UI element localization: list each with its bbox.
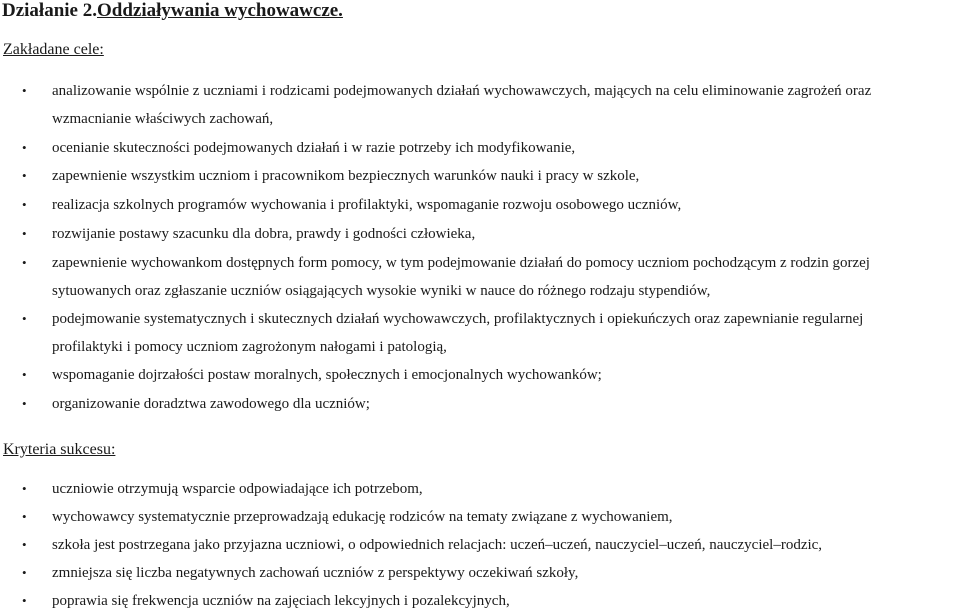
heading-prefix: Działanie 2. <box>2 0 97 21</box>
list-item-text: zapewnienie wychowankom dostępnych form pomocy, w tym podejmowanie działań do pomocy uczniom pochodzącym z rodzin gorzej <box>52 255 870 271</box>
list-item-text: podejmowanie systematycznych i skutecznych działań wychowawczych, profilaktycznych i opiekuńczych oraz zapewnianie regularnej <box>52 311 864 327</box>
bullet-icon: • <box>22 509 27 524</box>
bullet-icon: • <box>22 593 27 608</box>
heading-title: Oddziaływania wychowawcze. <box>97 0 343 21</box>
bullet-icon: • <box>22 481 27 496</box>
list-item-text: szkoła jest postrzegana jako przyjazna uczniowi, o odpowiednich relacjach: uczeń–uczeń, nauczyciel–uczeń, nauczyciel–rodzic, <box>52 537 823 553</box>
bullet-icon: • <box>22 226 27 241</box>
list-item-text: organizowanie doradztwa zawodowego dla uczniów; <box>52 396 370 412</box>
list-item-text: zapewnienie wszystkim uczniom i pracownikom bezpiecznych warunków nauki i pracy w szkole, <box>52 168 640 184</box>
bullet-icon: • <box>22 140 27 155</box>
bullet-icon: • <box>22 311 27 326</box>
list-item-text: wspomaganie dojrzałości postaw moralnych, społecznych i emocjonalnych wychowanków; <box>52 367 602 383</box>
list-item-text-continued: wzmacnianie właściwych zachowań, <box>52 111 274 127</box>
list-item-text: poprawia się frekwencja uczniów na zajęciach lekcyjnych i pozalekcyjnych, <box>52 593 510 609</box>
bullet-icon: • <box>22 168 27 183</box>
list-item-text: uczniowie otrzymują wsparcie odpowiadające ich potrzebom, <box>52 481 423 497</box>
list-item-text-continued: sytuowanych oraz zgłaszanie uczniów osiągających wysokie wyniki w nauce do różnego rodzaju stypendiów, <box>52 283 711 299</box>
bullet-icon: • <box>22 197 27 212</box>
list-item-text: ocenianie skuteczności podejmowanych działań i w razie potrzeby ich modyfikowanie, <box>52 140 576 156</box>
list-item-text: zmniejsza się liczba negatywnych zachowań uczniów z perspektywy oczekiwań szkoły, <box>52 565 579 581</box>
list-item-text: wychowawcy systematycznie przeprowadzają edukację rodziców na tematy związane z wychowaniem, <box>52 509 673 525</box>
bullet-icon: • <box>22 565 27 580</box>
list-item-text: analizowanie wspólnie z uczniami i rodzicami podejmowanych działań wychowawczych, mających na celu eliminowanie zagrożeń oraz <box>52 83 872 99</box>
list-item-text: realizacja szkolnych programów wychowania i profilaktyki, wspomaganie rozwoju osobowego uczniów, <box>52 197 682 213</box>
bullet-icon: • <box>22 537 27 552</box>
list-item-text: rozwijanie postawy szacunku dla dobra, prawdy i godności człowieka, <box>52 226 476 242</box>
bullet-icon: • <box>22 396 27 411</box>
bullet-icon: • <box>22 255 27 270</box>
goals-label: Zakładane cele: <box>3 41 104 58</box>
bullet-icon: • <box>22 83 27 98</box>
section-heading <box>2 0 343 22</box>
list-item-text-continued: profilaktyki i pomocy uczniom zagrożonym nałogami i patologią, <box>52 339 447 355</box>
bullet-icon: • <box>22 367 27 382</box>
criteria-label: Kryteria sukcesu: <box>3 441 116 458</box>
